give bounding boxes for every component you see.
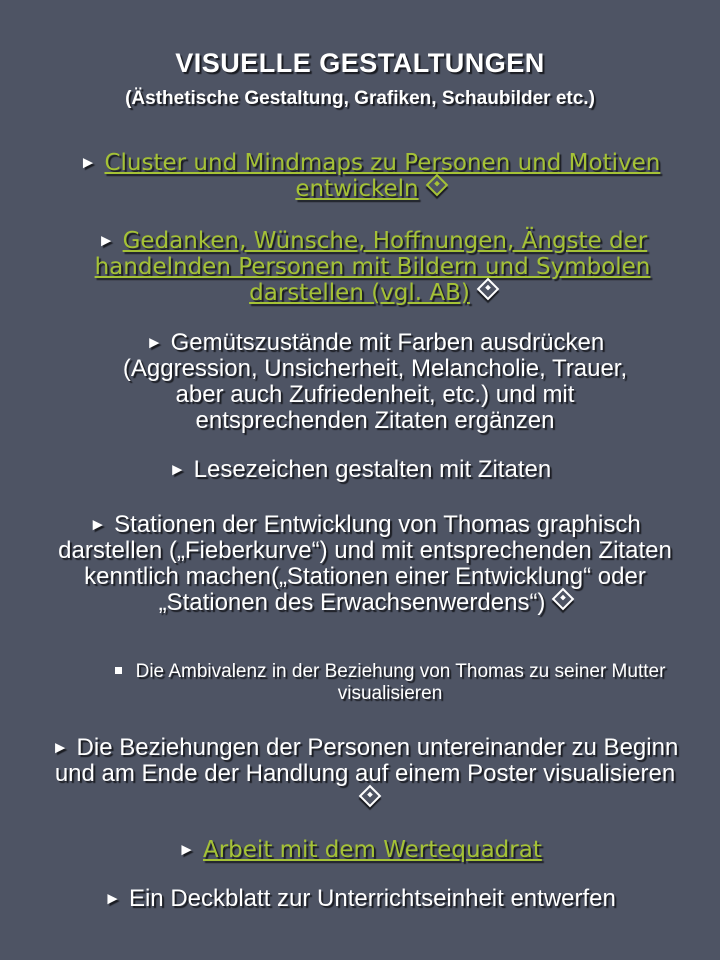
arrow-bullet-icon: ►	[168, 460, 186, 479]
list-item	[100, 457, 620, 483]
list-item	[45, 735, 685, 813]
link-wertequadrat[interactable]: Arbeit mit dem Wertequadrat	[202, 837, 542, 863]
list-item	[105, 661, 675, 705]
list-item	[40, 886, 680, 912]
arrow-bullet-icon: ►	[145, 333, 163, 352]
slide-title: VISUELLE GESTALTUNGEN	[175, 48, 545, 78]
list-item	[70, 150, 670, 202]
arrow-bullet-icon: ►	[79, 153, 97, 172]
slide-subtitle: (Ästhetische Gestaltung, Grafiken, Schaubilder etc.)	[125, 88, 595, 109]
link-cluster-mindmaps[interactable]: Cluster und Mindmaps zu Personen und Motiven entwickeln	[104, 150, 661, 202]
diamond-action-icon[interactable]	[477, 278, 500, 301]
item-text: Ein Deckblatt zur Unterrichtseinheit entwerfen	[128, 885, 616, 912]
arrow-bullet-icon: ►	[97, 231, 115, 250]
diamond-action-icon[interactable]	[552, 588, 575, 611]
arrow-bullet-icon: ►	[51, 738, 69, 757]
arrow-bullet-icon: ►	[104, 889, 121, 908]
item-text: Lesezeichen gestalten mit Zitaten	[193, 456, 552, 483]
list-item	[40, 512, 690, 616]
list-item	[115, 330, 635, 434]
arrow-bullet-icon: ►	[89, 515, 107, 534]
item-text: Gemütszustände mit Farben ausdrücken (Aggression, Unsicherheit, Melancholie, Trauer, aber auch Zufriedenheit, etc.) und mit entsprechenden Zitaten ergänzen	[122, 329, 628, 434]
link-gedanken-wuensche[interactable]: Gedanken, Wünsche, Hoffnungen, Ängste der handelnden Personen mit Bildern und Symbolen darstellen (vgl. AB)	[94, 228, 651, 306]
diamond-action-icon[interactable]	[359, 785, 382, 808]
item-text: Die Ambivalenz in der Beziehung von Thomas zu seiner Mutter visualisieren	[135, 661, 666, 704]
diamond-action-icon[interactable]	[425, 174, 448, 197]
list-item	[100, 837, 620, 863]
square-bullet-icon	[115, 667, 122, 674]
arrow-bullet-icon: ►	[178, 840, 195, 859]
list-item	[70, 228, 675, 306]
item-text: Die Beziehungen der Personen untereinander zu Beginn und am Ende der Handlung auf einem Poster visualisieren	[54, 734, 679, 787]
item-text: Stationen der Entwicklung von Thomas graphisch darstellen („Fieberkurve“) und mit entsprechenden Zitaten kenntlich machen(„Stationen einer Entwicklung“ oder „Stationen des Erwachsenwerdens“)	[58, 511, 672, 616]
